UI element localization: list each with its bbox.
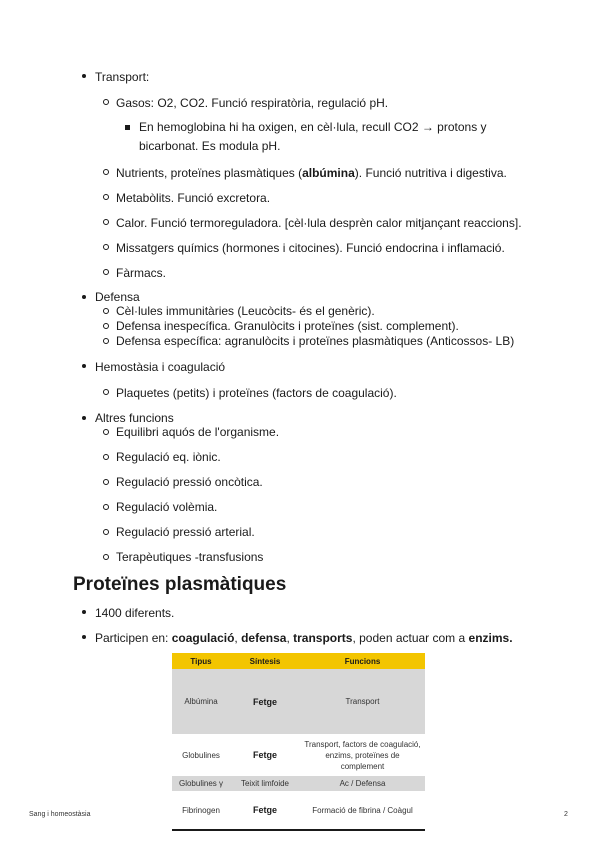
main-list: [0, 69, 600, 565]
altres-item-1: [95, 450, 600, 465]
cell-sintesis: Fetge: [230, 791, 300, 829]
section2-text-2: [95, 630, 600, 646]
table-row: [172, 669, 425, 734]
altres-text-1: Regulació eq. iònic.: [116, 450, 600, 465]
transport-sublist: [95, 95, 600, 281]
defensa-item-1: [95, 319, 600, 334]
list-item-calor: [95, 215, 600, 231]
calor-text: Calor. Funció termoreguladora. [cèl·lula desprèn calor mitjançant reaccions].: [116, 215, 600, 231]
proteins-table: [172, 653, 425, 831]
altres-text-4: Regulació pressió arterial.: [116, 525, 600, 540]
cell-tipus: Albúmina: [172, 669, 230, 734]
section2-item-2: [0, 630, 600, 646]
bold-transports: transports: [293, 631, 353, 645]
altres-item-2: [95, 475, 600, 490]
footer-title: Sang i homeostàsia: [29, 811, 91, 818]
proteins-table-grid: [172, 653, 425, 829]
cell-sintesis: Teixit limfoide: [230, 776, 300, 791]
albumina-bold: albúmina: [302, 166, 355, 180]
defensa-label: Defensa: [95, 290, 600, 304]
altres-label: Altres funcions: [95, 411, 600, 425]
participen-pre: Participen en:: [95, 631, 172, 645]
section2-item-1: [0, 605, 600, 621]
list-item-altres: [0, 411, 600, 565]
cell-tipus: Fibrinogen: [172, 791, 230, 829]
altres-item-4: [95, 525, 600, 540]
altres-text-3: Regulació volèmia.: [116, 500, 600, 515]
header-tipus: Tipus: [172, 653, 230, 669]
defensa-item-0: [95, 304, 600, 319]
table-row: [172, 776, 425, 791]
farmacs-text: Fàrmacs.: [116, 265, 600, 281]
cell-sintesis: Fetge: [230, 669, 300, 734]
header-funcions: Funcions: [300, 653, 425, 669]
altres-item-3: [95, 500, 600, 515]
cell-tipus: Globulines γ: [172, 776, 230, 791]
cell-funcions: Transport, factors de coagulació, enzims, proteïnes de complement: [300, 734, 425, 776]
nutrients-post: ). Funció nutritiva i digestiva.: [354, 166, 507, 180]
header-sintesis: Síntesis: [230, 653, 300, 669]
list-item-farmacs: [95, 265, 600, 281]
altres-text-5: Terapèutiques -transfusions: [116, 550, 600, 565]
missatgers-text: Missatgers químics (hormones i citocines). Funció endocrina i inflamació.: [116, 240, 600, 256]
list-item-defensa: [0, 290, 600, 349]
hemoglobina-text-2: bicarbonat. Es modula pH.: [139, 139, 281, 153]
hemostasia-sublist: [95, 385, 600, 401]
list-item-nutrients: [95, 165, 600, 181]
altres-text-2: Regulació pressió oncòtica.: [116, 475, 600, 490]
sep-1: ,: [234, 631, 242, 645]
defensa-text-2: Defensa específica: agranulòcits i proteïnes plasmàtiques (Anticossos- LB): [116, 334, 600, 349]
bold-coagulacio: coagulació: [171, 631, 235, 645]
table-bottom-rule: [172, 829, 425, 831]
hemostasia-label: Hemostàsia i coagulació: [95, 359, 600, 375]
defensa-item-2: [95, 334, 600, 349]
cell-sintesis: Fetge: [230, 734, 300, 776]
sep-3: , poden actuar com a: [352, 631, 469, 645]
defensa-text-1: Defensa inespecífica. Granulòcits i proteïnes (sist. complement).: [116, 319, 600, 334]
list-item-gasos: [95, 95, 600, 156]
page-number: 2: [564, 811, 568, 818]
nutrients-text: [116, 165, 600, 181]
metabolits-text: Metabòlits. Funció excretora.: [116, 190, 600, 206]
section2-list: [0, 605, 600, 646]
cell-funcions: Transport: [300, 669, 425, 734]
cell-funcions: Ac / Defensa: [300, 776, 425, 791]
defensa-sublist: [95, 304, 600, 349]
defensa-text-0: Cèl·lules immunitàries (Leucòcits- és el genèric).: [116, 304, 600, 319]
hemostasia-item-0: [95, 385, 600, 401]
hemostasia-text-0: Plaquetes (petits) i proteïnes (factors de coagulació).: [116, 385, 600, 401]
list-item-hemoglobina: [116, 118, 600, 156]
section-heading: Proteïnes plasmàtiques: [73, 574, 287, 595]
gasos-sublist: [116, 118, 600, 156]
altres-text-0: Equilibri aquós de l'organisme.: [116, 425, 600, 440]
cell-tipus: Globulines: [172, 734, 230, 776]
section2-text-1: 1400 diferents.: [95, 605, 600, 621]
table-header-row: [172, 653, 425, 669]
altres-item-0: [95, 425, 600, 440]
gasos-text: Gasos: O2, CO2. Funció respiratòria, regulació pH.: [116, 95, 600, 111]
cell-funcions: Formació de fibrina / Coàgul: [300, 791, 425, 829]
list-item-hemostasia: [0, 359, 600, 401]
nutrients-pre: Nutrients, proteïnes plasmàtiques (: [116, 166, 303, 180]
list-item-missatgers: [95, 240, 600, 256]
bold-defensa: defensa: [241, 631, 287, 645]
sep-2: ,: [286, 631, 294, 645]
list-item-transport: [0, 69, 600, 281]
table-row: [172, 791, 425, 829]
altres-item-5: [95, 550, 600, 565]
hemoglobina-text-1: En hemoglobina hi ha oxigen, en cèl·lula, recull CO2 → protons y: [139, 120, 487, 134]
transport-label: Transport:: [95, 69, 600, 85]
altres-sublist: [95, 425, 600, 565]
list-item-metabolits: [95, 190, 600, 206]
table-row: [172, 734, 425, 776]
bold-enzims: enzims.: [468, 631, 513, 645]
